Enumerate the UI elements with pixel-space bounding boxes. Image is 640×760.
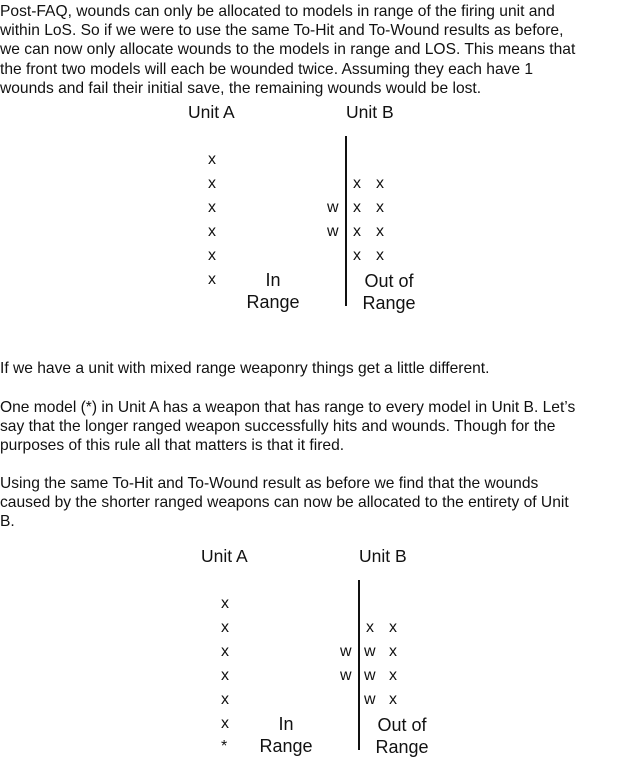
paragraph-line: If we have a unit with mixed range weaponry things get a little different.	[0, 360, 490, 377]
unit-b-model: x	[389, 667, 397, 684]
unit-b-label: Unit B	[359, 546, 407, 566]
unit-b-model: w	[364, 643, 376, 660]
unit-a-label: Unit A	[201, 546, 248, 566]
in-range-line: In	[278, 714, 294, 734]
out-of-range-line: Range	[375, 737, 429, 757]
unit-b-model: w	[364, 667, 376, 684]
unit-b-model: x	[353, 247, 361, 264]
out-of-range-label	[369, 714, 435, 758]
wound-marker: w	[340, 667, 352, 684]
unit-b-model: x	[353, 199, 361, 216]
paragraph-line: Post-FAQ, wounds can only be allocated to models in range of the firing unit and	[0, 3, 555, 20]
unit-a-model: x	[208, 175, 216, 192]
range-boundary-line	[345, 136, 347, 306]
unit-b-model: x	[389, 691, 397, 708]
unit-a-model: x	[208, 151, 216, 168]
paragraph-line: say that the longer ranged weapon successfully hits and wounds. Though for the	[0, 418, 556, 436]
paragraph-post-faq	[0, 2, 600, 98]
unit-a-model: x	[221, 595, 229, 612]
unit-a-model: x	[208, 271, 216, 288]
unit-b-model: x	[353, 175, 361, 192]
in-range-line: Range	[259, 736, 313, 756]
paragraph-line: purposes of this rule all that matters is that it fired.	[0, 437, 345, 455]
paragraph-one-model	[0, 398, 600, 456]
unit-a-model: x	[221, 667, 229, 684]
paragraph-line: we can now only allocate wounds to the models in range and LOS. This means that	[0, 41, 576, 59]
paragraph-line: One model (*) in Unit A has a weapon that has range to every model in Unit B. Let’s	[0, 399, 576, 416]
out-of-range-line: Out of	[377, 715, 427, 735]
out-of-range-label	[356, 270, 422, 314]
paragraph-line: within LoS. So if we were to use the same To-Hit and To-Wound results as before,	[0, 22, 564, 40]
unit-b-model: x	[376, 175, 384, 192]
unit-a-model: x	[208, 199, 216, 216]
paragraph-line: caused by the shorter ranged weapons can now be allocated to the entirety of Unit	[0, 494, 569, 512]
out-of-range-line: Out of	[364, 271, 414, 291]
unit-b-model: x	[376, 247, 384, 264]
wound-marker: w	[327, 223, 339, 240]
unit-b-model: x	[353, 223, 361, 240]
in-range-label	[257, 713, 315, 757]
unit-a-model: x	[221, 619, 229, 636]
unit-b-model: x	[389, 643, 397, 660]
unit-b-model: x	[376, 199, 384, 216]
paragraph-same-result	[0, 474, 600, 532]
unit-a-model: x	[221, 715, 229, 732]
paragraph-line: Using the same To-Hit and To-Wound result as before we find that the wounds	[0, 475, 539, 492]
out-of-range-line: Range	[362, 293, 416, 313]
unit-a-model: x	[221, 691, 229, 708]
paragraph-line: wounds and fail their initial save, the remaining wounds would be lost.	[0, 79, 482, 97]
in-range-label	[244, 269, 302, 313]
unit-a-model: x	[221, 643, 229, 660]
unit-b-model: w	[364, 691, 376, 708]
paragraph-mixed-range	[0, 359, 600, 378]
unit-b-model: x	[366, 619, 374, 636]
unit-b-model: x	[389, 619, 397, 636]
in-range-line: Range	[246, 292, 300, 312]
unit-a-label: Unit A	[188, 102, 235, 122]
range-boundary-line	[358, 580, 360, 750]
unit-a-model: x	[208, 247, 216, 264]
unit-b-model: x	[376, 223, 384, 240]
wound-marker: w	[327, 199, 339, 216]
paragraph-line: B.	[0, 513, 15, 531]
wound-marker: w	[340, 643, 352, 660]
paragraph-line: the front two models will each be wounded twice. Assuming they each have 1	[0, 60, 534, 78]
unit-a-model: x	[208, 223, 216, 240]
unit-b-label: Unit B	[346, 102, 394, 122]
in-range-line: In	[265, 270, 281, 290]
unit-a-long-range-model: *	[221, 738, 228, 755]
